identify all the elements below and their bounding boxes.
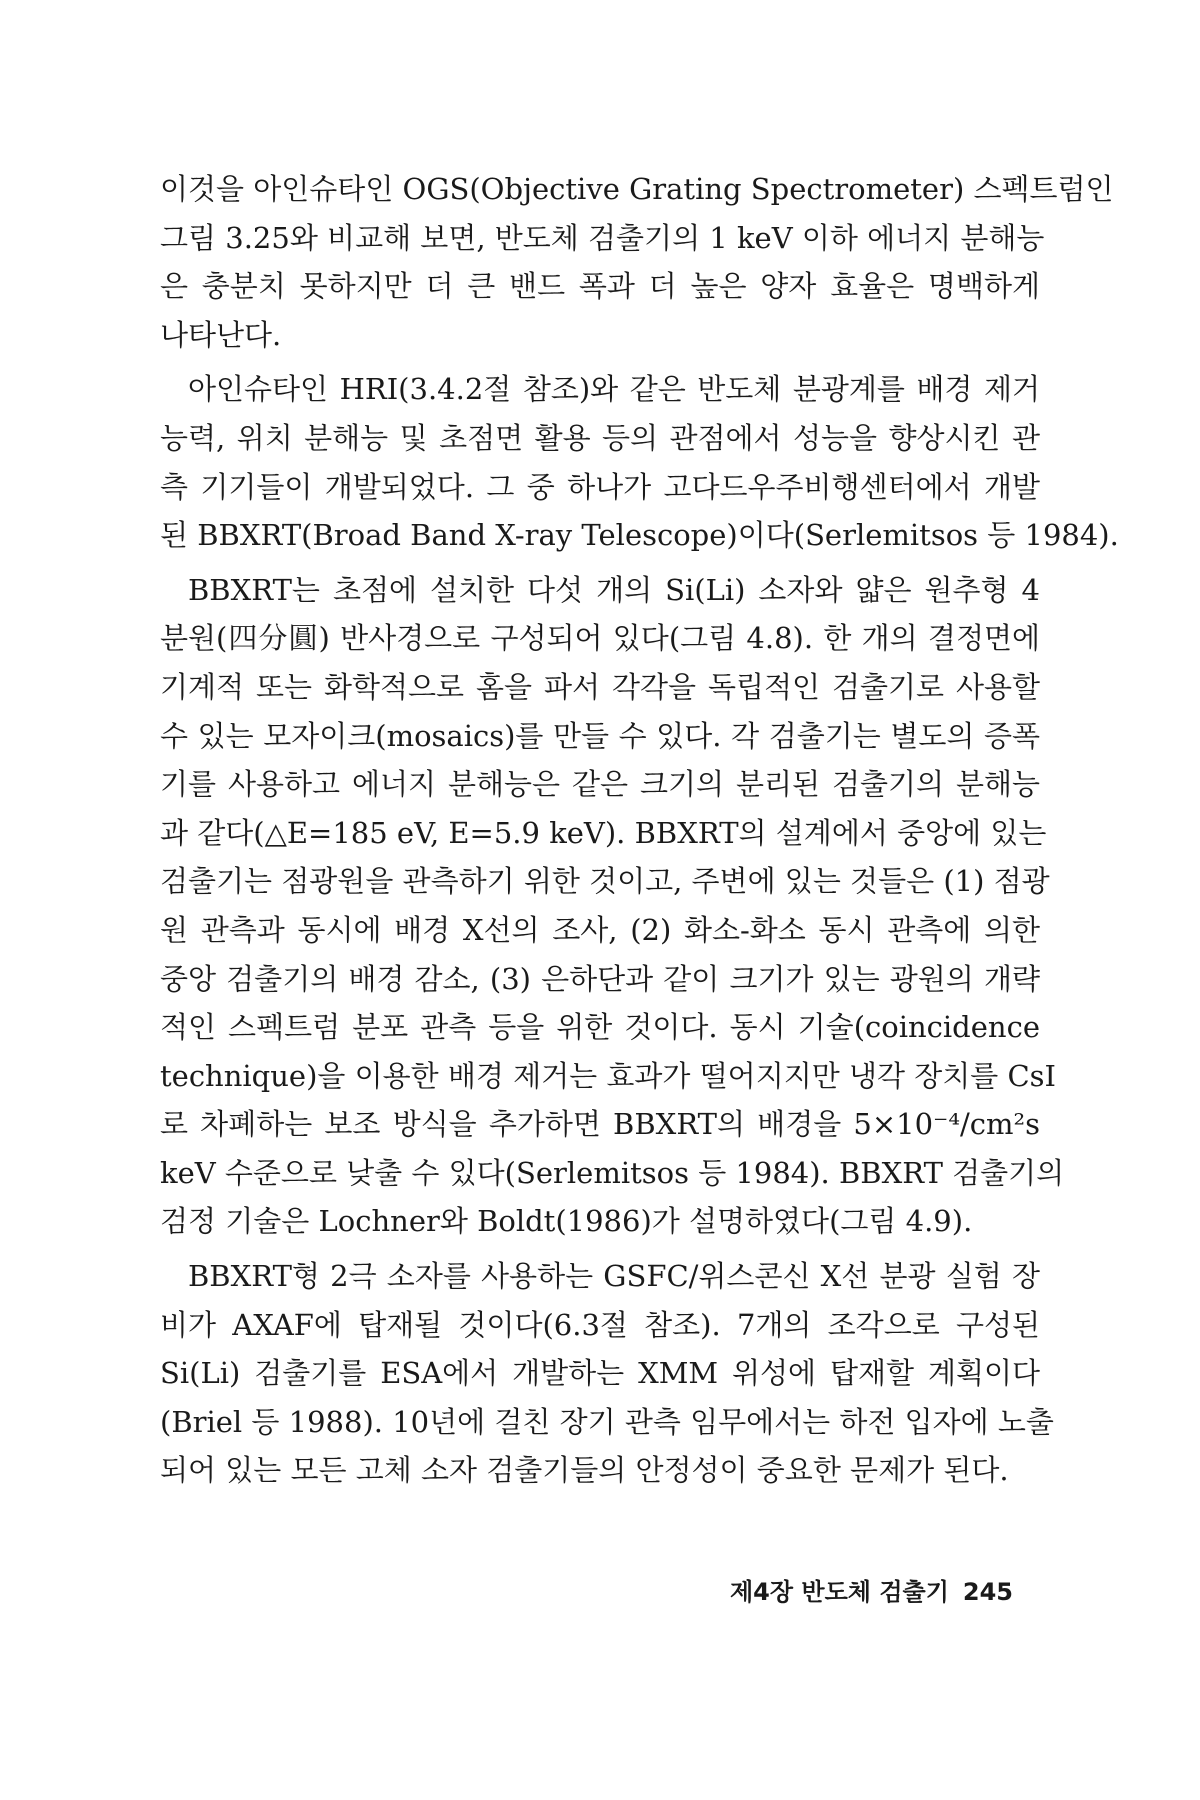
text-line: 중앙 검출기의 배경 감소, (3) 은하단과 같이 크기가 있는 광원의 개략 [160,961,1040,996]
text-line: technique)을 이용한 배경 제거는 효과가 떨어지지만 냉각 장치를 CsI [160,1058,1056,1093]
paragraph [160,566,1065,1246]
text-line: 수 있는 모자이크(mosaics)를 만들 수 있다. 각 검출기는 별도의 증폭 [160,718,1040,753]
text-line: 과 같다(△E=185 eV, E=5.9 keV). BBXRT의 설계에서 중앙에 있는 [160,815,1047,850]
text-line: 로 차폐하는 보조 방식을 추가하면 BBXRT의 배경을 5×10⁻⁴/cm²s [160,1107,1040,1142]
text-line: 검정 기술은 Lochner와 Boldt(1986)가 설명하였다(그림 4.9). [160,1204,973,1239]
text-line: Si(Li) 검출기를 ESA에서 개발하는 XMM 위성에 탑재할 계획이다 [160,1356,1040,1391]
text-line: 된 BBXRT(Broad Band X-ray Telescope)이다(Serlemitsos 등 1984). [160,518,1119,553]
text-line: (Briel 등 1988). 10년에 걸친 장기 관측 임무에서는 하전 입자에 노출 [160,1404,1054,1439]
text-line: BBXRT형 2극 소자를 사용하는 GSFC/위스콘신 X선 분광 실험 장 [188,1259,1040,1294]
text-line: 아인슈타인 HRI(3.4.2절 참조)와 같은 반도체 분광계를 배경 제거 [188,372,1040,407]
text-line: 나타난다. [160,317,282,352]
text-line: keV 수준으로 낮출 수 있다(Serlemitsos 등 1984). BBXRT 검출기의 [160,1155,1065,1190]
text-line: 분원(四分圓) 반사경으로 구성되어 있다(그림 4.8). 한 개의 결정면에 [160,621,1040,656]
text-line: 되어 있는 모든 고체 소자 검출기들의 안정성이 중요한 문제가 된다. [160,1453,1009,1488]
paragraph [160,165,1114,359]
text-line: 원 관측과 동시에 배경 X선의 조사, (2) 화소-화소 동시 관측에 의한 [160,912,1040,947]
text-line: BBXRT는 초점에 설치한 다섯 개의 Si(Li) 소자와 얇은 원추형 4 [188,572,1040,607]
text-line: 이것을 아인슈타인 OGS(Objective Grating Spectrometer) 스펙트럼인 [160,172,1114,206]
text-line: 은 충분치 못하지만 더 큰 밴드 폭과 더 높은 양자 효율은 명백하게 [160,269,1040,304]
text-line: 그림 3.25와 비교해 보면, 반도체 검출기의 1 keV 이하 에너지 분해능 [160,220,1045,255]
text-line: 기계적 또는 화학적으로 홈을 파서 각각을 독립적인 검출기로 사용할 [160,669,1040,704]
paragraph [160,365,1119,559]
page-body [160,165,1119,1501]
page-footer [730,1572,1013,1607]
text-line: 검출기는 점광원을 관측하기 위한 것이고, 주변에 있는 것들은 (1) 점광 [160,864,1050,899]
text-line: 적인 스펙트럼 분포 관측 등을 위한 것이다. 동시 기술(coincidence [160,1010,1040,1045]
text-line: 비가 AXAF에 탑재될 것이다(6.3절 참조). 7개의 조각으로 구성된 [160,1307,1040,1342]
page-number: 245 [962,1578,1013,1606]
text-line: 측 기기들이 개발되었다. 그 중 하나가 고다드우주비행센터에서 개발 [160,469,1040,504]
text-line: 기를 사용하고 에너지 분해능은 같은 크기의 분리된 검출기의 분해능 [160,767,1040,802]
text-line: 능력, 위치 분해능 및 초점면 활용 등의 관점에서 성능을 향상시킨 관 [160,420,1040,455]
paragraph [160,1252,1054,1495]
running-head: 제4장 반도체 검출기 [730,1578,949,1606]
